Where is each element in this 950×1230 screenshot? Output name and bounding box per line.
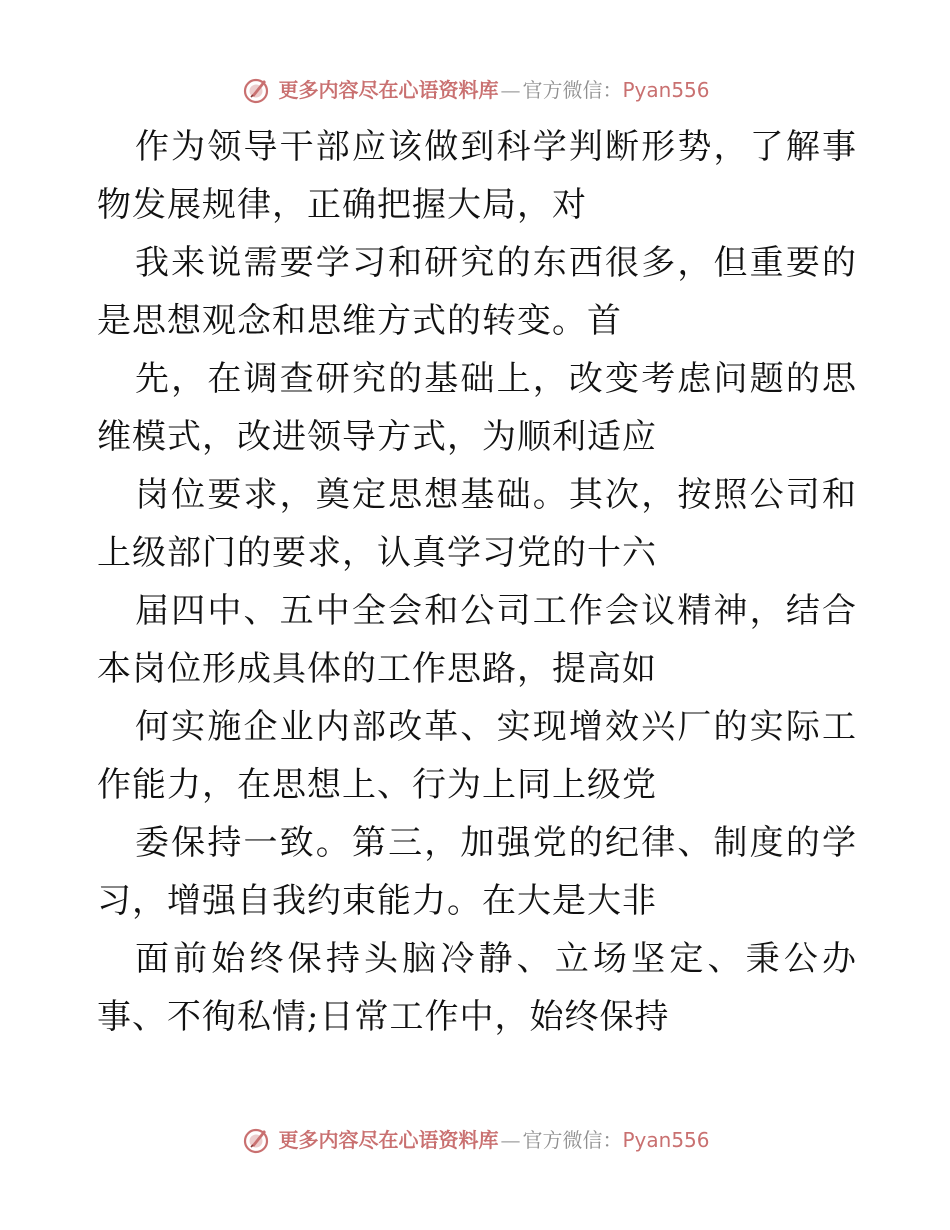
paragraph-8: 面前始终保持头脑冷静、立场坚定、秉公办事、不徇私情;日常工作中，始终保持 bbox=[97, 939, 857, 1037]
paragraph-7: 委保持一致。第三，加强党的纪律、制度的学习，增强自我约束能力。在大是大非 bbox=[97, 823, 857, 921]
document-body bbox=[97, 118, 857, 1046]
paragraph-6: 何实施企业内部改革、实现增效兴厂的实际工作能力，在思想上、行为上同上级党 bbox=[97, 707, 857, 805]
banner-text bbox=[278, 80, 709, 100]
banner-wechat-id: Pyan556 bbox=[622, 78, 710, 102]
quill-seal-icon bbox=[240, 74, 272, 106]
banner-content[interactable] bbox=[240, 74, 709, 106]
banner-brand-text: 更多内容尽在心语资料库 bbox=[278, 78, 499, 102]
paragraph-4: 岗位要求，奠定思想基础。其次，按照公司和上级部门的要求，认真学习党的十六 bbox=[97, 475, 857, 573]
banner-text bbox=[278, 1130, 709, 1150]
quill-seal-icon bbox=[240, 1124, 272, 1156]
banner-wechat-label: 官方微信： bbox=[522, 1128, 623, 1152]
paragraph-2: 我来说需要学习和研究的东西很多，但重要的是思想观念和思维方式的转变。首 bbox=[97, 243, 857, 341]
footer-banner bbox=[0, 1120, 950, 1160]
paragraph-1: 作为领导干部应该做到科学判断形势，了解事物发展规律，正确把握大局，对 bbox=[97, 127, 857, 225]
banner-content[interactable] bbox=[240, 1124, 709, 1156]
header-banner bbox=[0, 70, 950, 110]
banner-dash: — bbox=[500, 1128, 521, 1152]
banner-wechat-label: 官方微信： bbox=[522, 78, 623, 102]
banner-brand-text: 更多内容尽在心语资料库 bbox=[278, 1128, 499, 1152]
paragraph-5: 届四中、五中全会和公司工作会议精神，结合本岗位形成具体的工作思路，提高如 bbox=[97, 591, 857, 689]
paragraph-3: 先，在调查研究的基础上，改变考虑问题的思维模式，改进领导方式，为顺利适应 bbox=[97, 359, 857, 457]
banner-wechat-id: Pyan556 bbox=[622, 1128, 710, 1152]
banner-dash: — bbox=[500, 78, 521, 102]
